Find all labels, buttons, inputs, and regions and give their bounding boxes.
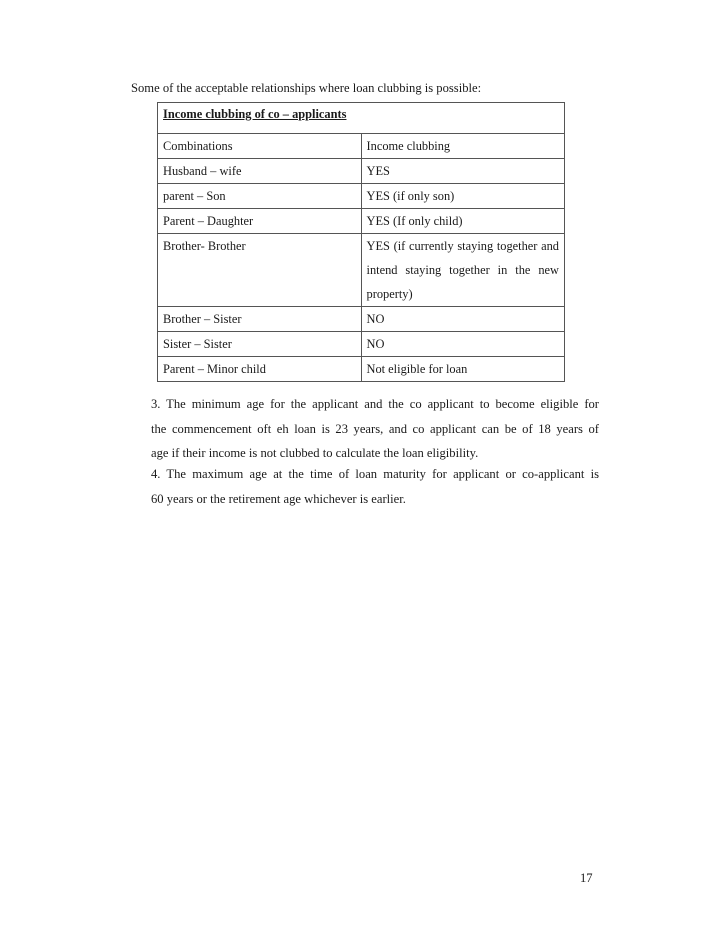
clubbing-cell: YES (If only child)	[361, 209, 565, 234]
table-header-row	[158, 134, 565, 159]
combination-cell: Parent – Minor child	[158, 357, 362, 382]
clubbing-line: intend staying together in the new	[366, 263, 559, 277]
combination-cell: Brother – Sister	[158, 307, 362, 332]
combination-cell: Parent – Daughter	[158, 209, 362, 234]
paragraph-line: 4. The maximum age at the time of loan maturity for applicant or co-applicant is	[151, 467, 599, 481]
header-income-clubbing: Income clubbing	[361, 134, 565, 159]
table-row	[158, 307, 565, 332]
clubbing-cell: Not eligible for loan	[361, 357, 565, 382]
table-row	[158, 357, 565, 382]
table-row	[158, 209, 565, 234]
paragraph-line: the commencement oft eh loan is 23 years, and co applicant can be of 18 years of	[151, 421, 599, 436]
table-row	[158, 332, 565, 357]
paragraph-line: 60 years or the retirement age whichever is earlier.	[151, 491, 406, 506]
header-combinations: Combinations	[158, 134, 362, 159]
clubbing-cell: YES (if only son)	[361, 184, 565, 209]
clubbing-cell-multiline	[361, 234, 565, 307]
clubbing-line: YES (if currently staying together and	[366, 239, 559, 253]
intro-text: Some of the acceptable relationships where loan clubbing is possible:	[131, 81, 482, 95]
table-title: Income clubbing of co – applicants	[158, 103, 565, 134]
paragraph-line: age if their income is not clubbed to calculate the loan eligibility.	[151, 446, 479, 460]
point-4-paragraph	[151, 462, 599, 511]
combination-cell: Husband – wife	[158, 159, 362, 184]
combination-cell: parent – Son	[158, 184, 362, 209]
clubbing-cell: YES	[361, 159, 565, 184]
table-row	[158, 159, 565, 184]
combination-cell: Brother- Brother	[158, 234, 362, 307]
page-number: 17	[580, 871, 593, 885]
table-row	[158, 184, 565, 209]
point-3-paragraph	[151, 392, 599, 466]
paragraph-line: 3. The minimum age for the applicant and the co applicant to become eligible for	[151, 397, 599, 411]
table-title-row	[158, 103, 565, 134]
clubbing-cell: NO	[361, 332, 565, 357]
income-clubbing-table	[157, 102, 565, 382]
clubbing-cell: NO	[361, 307, 565, 332]
combination-cell: Sister – Sister	[158, 332, 362, 357]
clubbing-line: property)	[366, 287, 413, 301]
table-row	[158, 234, 565, 307]
